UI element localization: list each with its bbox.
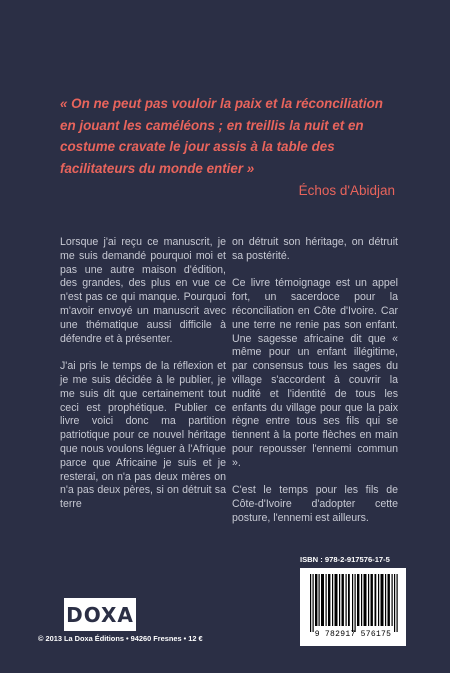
right-text-column: [232, 236, 398, 540]
barcode-icon: [308, 574, 400, 632]
isbn-label: ISBN : 978-2-917576-17-5: [300, 555, 390, 564]
logo-text: DOXA: [66, 602, 134, 627]
paragraph: Lorsque j'ai reçu ce manuscrit, je me suis demandé pourquoi moi et pas une autre maison d'édition, des grandes, des plus en vue ce n'est pas ce qui manque. Pourquoi m'avoir envoyé un manuscrit avec une thématique aussi difficile à défendre et à présenter.: [60, 236, 226, 345]
barcode-digits: 9 782917 576175: [314, 630, 392, 639]
paragraph: Ce livre témoignage est un appel fort, un sacerdoce pour la réconciliation en Côte d'Ivoire. Car une terre ne renie pas son enfant. Une sagesse africaine dit que « même pour un enfant illégitime, par consensus tous les sages du village s'accordent à couvrir la nudité et l'identité de tous les enfants du village pour que la paix règne entre tous ses fils qui se tiennent à la porte flèches en main pour repousser l'ennemi commun ».: [232, 277, 398, 469]
paragraph: C'est le temps pour les fils de Côte-d'Ivoire d'adopter cette posture, l'ennemi est ailleurs.: [232, 484, 398, 524]
copyright-line: © 2013 La Doxa Éditions • 94260 Fresnes • 12 €: [38, 634, 203, 643]
paragraph: J'ai pris le temps de la réflexion et je me suis décidée à le publier, je me suis dit que certainement tout ceci est prophétique. Publier ce livre voici donc ma partition patriotique pour ce nouvel héritage que nous voulons léguer à l'Afrique parce que Africaine je suis et je resterai, on n'a pas deux mères on n'a pas deux pères, si on détruit sa terre: [60, 360, 226, 511]
quote-source: Échos d'Abidjan: [298, 183, 395, 198]
paragraph: on détruit son héritage, on détruit sa postérité.: [232, 236, 398, 262]
barcode: [300, 568, 406, 646]
cover-quote: « On ne peut pas vouloir la paix et la réconciliation en jouant les caméléons ; en treillis la nuit et en costume cravate le jour assis à la table des facilitateurs du monde entier »: [60, 96, 383, 176]
left-text-column: [60, 236, 226, 526]
publisher-logo: [64, 598, 136, 631]
